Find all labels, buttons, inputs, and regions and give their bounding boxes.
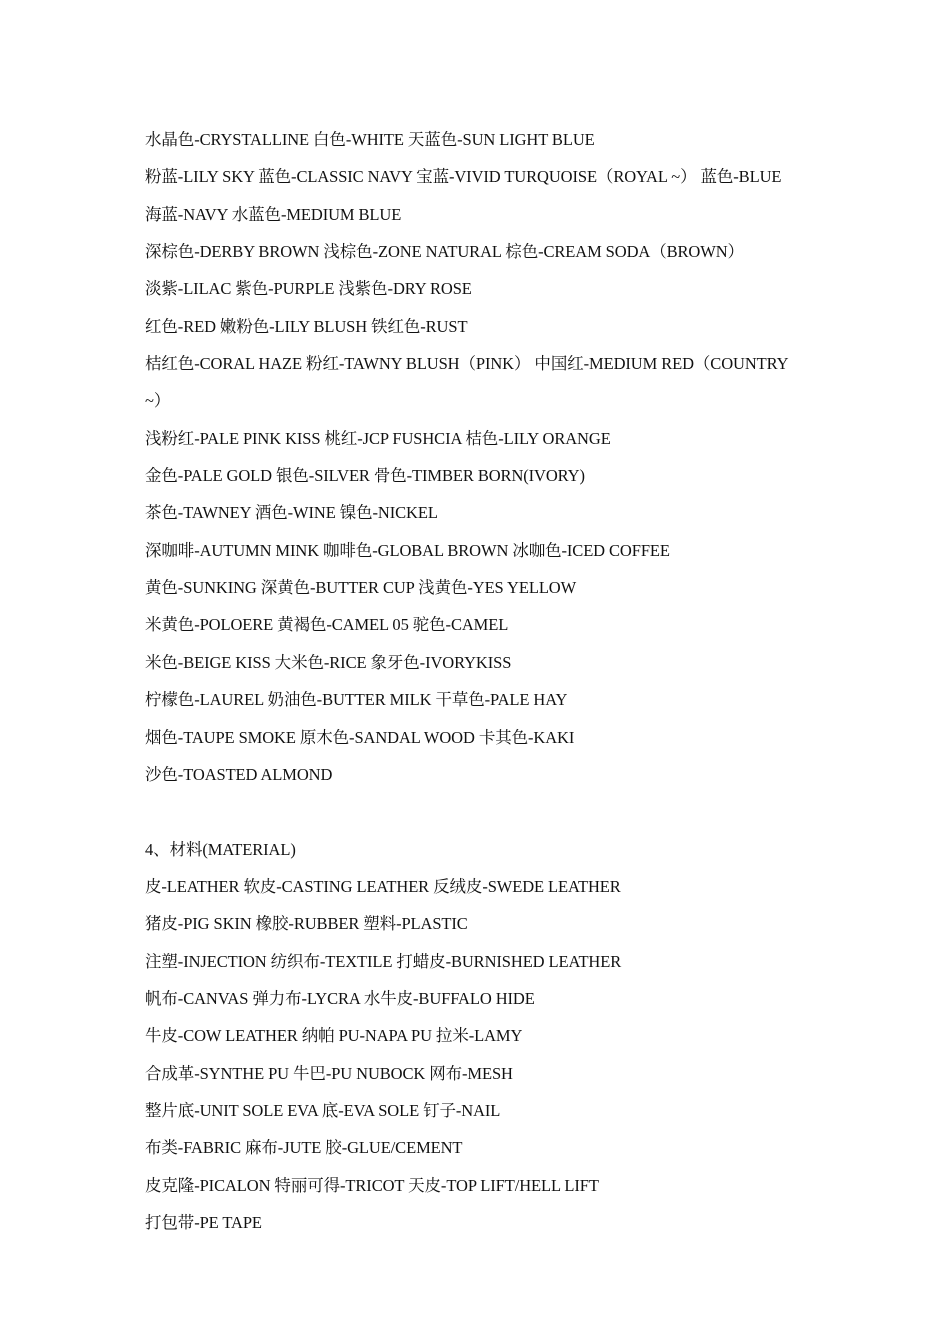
color-term-line: 米黄色-POLOERE 黄褐色-CAMEL 05 驼色-CAMEL bbox=[145, 615, 509, 635]
color-term-line: 淡紫-LILAC 紫色-PURPLE 浅紫色-DRY ROSE bbox=[145, 279, 472, 299]
material-section bbox=[145, 831, 825, 1242]
material-term-line: 猪皮-PIG SKIN 橡胶-RUBBER 塑料-PLASTIC bbox=[145, 914, 468, 934]
color-term-list bbox=[145, 121, 825, 793]
material-term-line: 布类-FABRIC 麻布-JUTE 胶-GLUE/CEMENT bbox=[145, 1138, 463, 1158]
document-body bbox=[145, 121, 825, 1241]
material-term-line: 整片底-UNIT SOLE EVA 底-EVA SOLE 钉子-NAIL bbox=[145, 1100, 501, 1120]
material-term-line: 皮克隆-PICALON 特丽可得-TRICOT 天皮-TOP LIFT/HELL LIFT bbox=[145, 1175, 599, 1195]
material-term-line: 皮-LEATHER 软皮-CASTING LEATHER 反绒皮-SWEDE LEATHER bbox=[145, 876, 621, 896]
material-term-line: 帆布-CANVAS 弹力布-LYCRA 水牛皮-BUFFALO HIDE bbox=[145, 988, 535, 1008]
material-term-line: 合成革-SYNTHE PU 牛巴-PU NUBOCK 网布-MESH bbox=[145, 1063, 513, 1083]
color-term-line: 黄色-SUNKING 深黄色-BUTTER CUP 浅黄色-YES YELLOW bbox=[145, 578, 577, 598]
color-term-line: 桔红色-CORAL HAZE 粉红-TAWNY BLUSH（PINK） 中国红-MEDIUM RED（COUNTRY bbox=[145, 354, 789, 374]
color-term-line: 深咖啡-AUTUMN MINK 咖啡色-GLOBAL BROWN 冰咖色-ICED COFFEE bbox=[145, 540, 670, 560]
color-term-line: ~） bbox=[145, 391, 171, 411]
color-term-line: 海蓝-NAVY 水蓝色-MEDIUM BLUE bbox=[145, 204, 402, 224]
color-term-line: 深棕色-DERBY BROWN 浅棕色-ZONE NATURAL 棕色-CREAM SODA（BROWN） bbox=[145, 242, 744, 262]
color-term-line: 金色-PALE GOLD 银色-SILVER 骨色-TIMBER BORN(IVORY) bbox=[145, 466, 585, 486]
color-term-line: 米色-BEIGE KISS 大米色-RICE 象牙色-IVORYKISS bbox=[145, 652, 512, 672]
material-term-line: 打包带-PE TAPE bbox=[145, 1212, 262, 1232]
color-term-line: 柠檬色-LAUREL 奶油色-BUTTER MILK 干草色-PALE HAY bbox=[145, 690, 568, 710]
color-term-line: 茶色-TAWNEY 酒色-WINE 镍色-NICKEL bbox=[145, 503, 438, 523]
color-term-line: 红色-RED 嫩粉色-LILY BLUSH 铁红色-RUST bbox=[145, 316, 468, 336]
section-heading: 4、材料(MATERIAL) bbox=[145, 839, 296, 859]
color-term-line: 沙色-TOASTED ALMOND bbox=[145, 764, 333, 784]
material-term-line: 牛皮-COW LEATHER 纳帕 PU-NAPA PU 拉米-LAMY bbox=[145, 1026, 523, 1046]
material-term-line: 注塑-INJECTION 纺织布-TEXTILE 打蜡皮-BURNISHED LEATHER bbox=[145, 951, 622, 971]
color-term-line: 粉蓝-LILY SKY 蓝色-CLASSIC NAVY 宝蓝-VIVID TURQUOISE（ROYAL ~） 蓝色-BLUE bbox=[145, 167, 782, 187]
color-term-line: 浅粉红-PALE PINK KISS 桃红-JCP FUSHCIA 桔色-LILY ORANGE bbox=[145, 428, 611, 448]
section-spacer bbox=[145, 793, 825, 830]
color-term-line: 水晶色-CRYSTALLINE 白色-WHITE 天蓝色-SUN LIGHT BLUE bbox=[145, 130, 595, 149]
color-term-line: 烟色-TAUPE SMOKE 原木色-SANDAL WOOD 卡其色-KAKI bbox=[145, 727, 575, 747]
